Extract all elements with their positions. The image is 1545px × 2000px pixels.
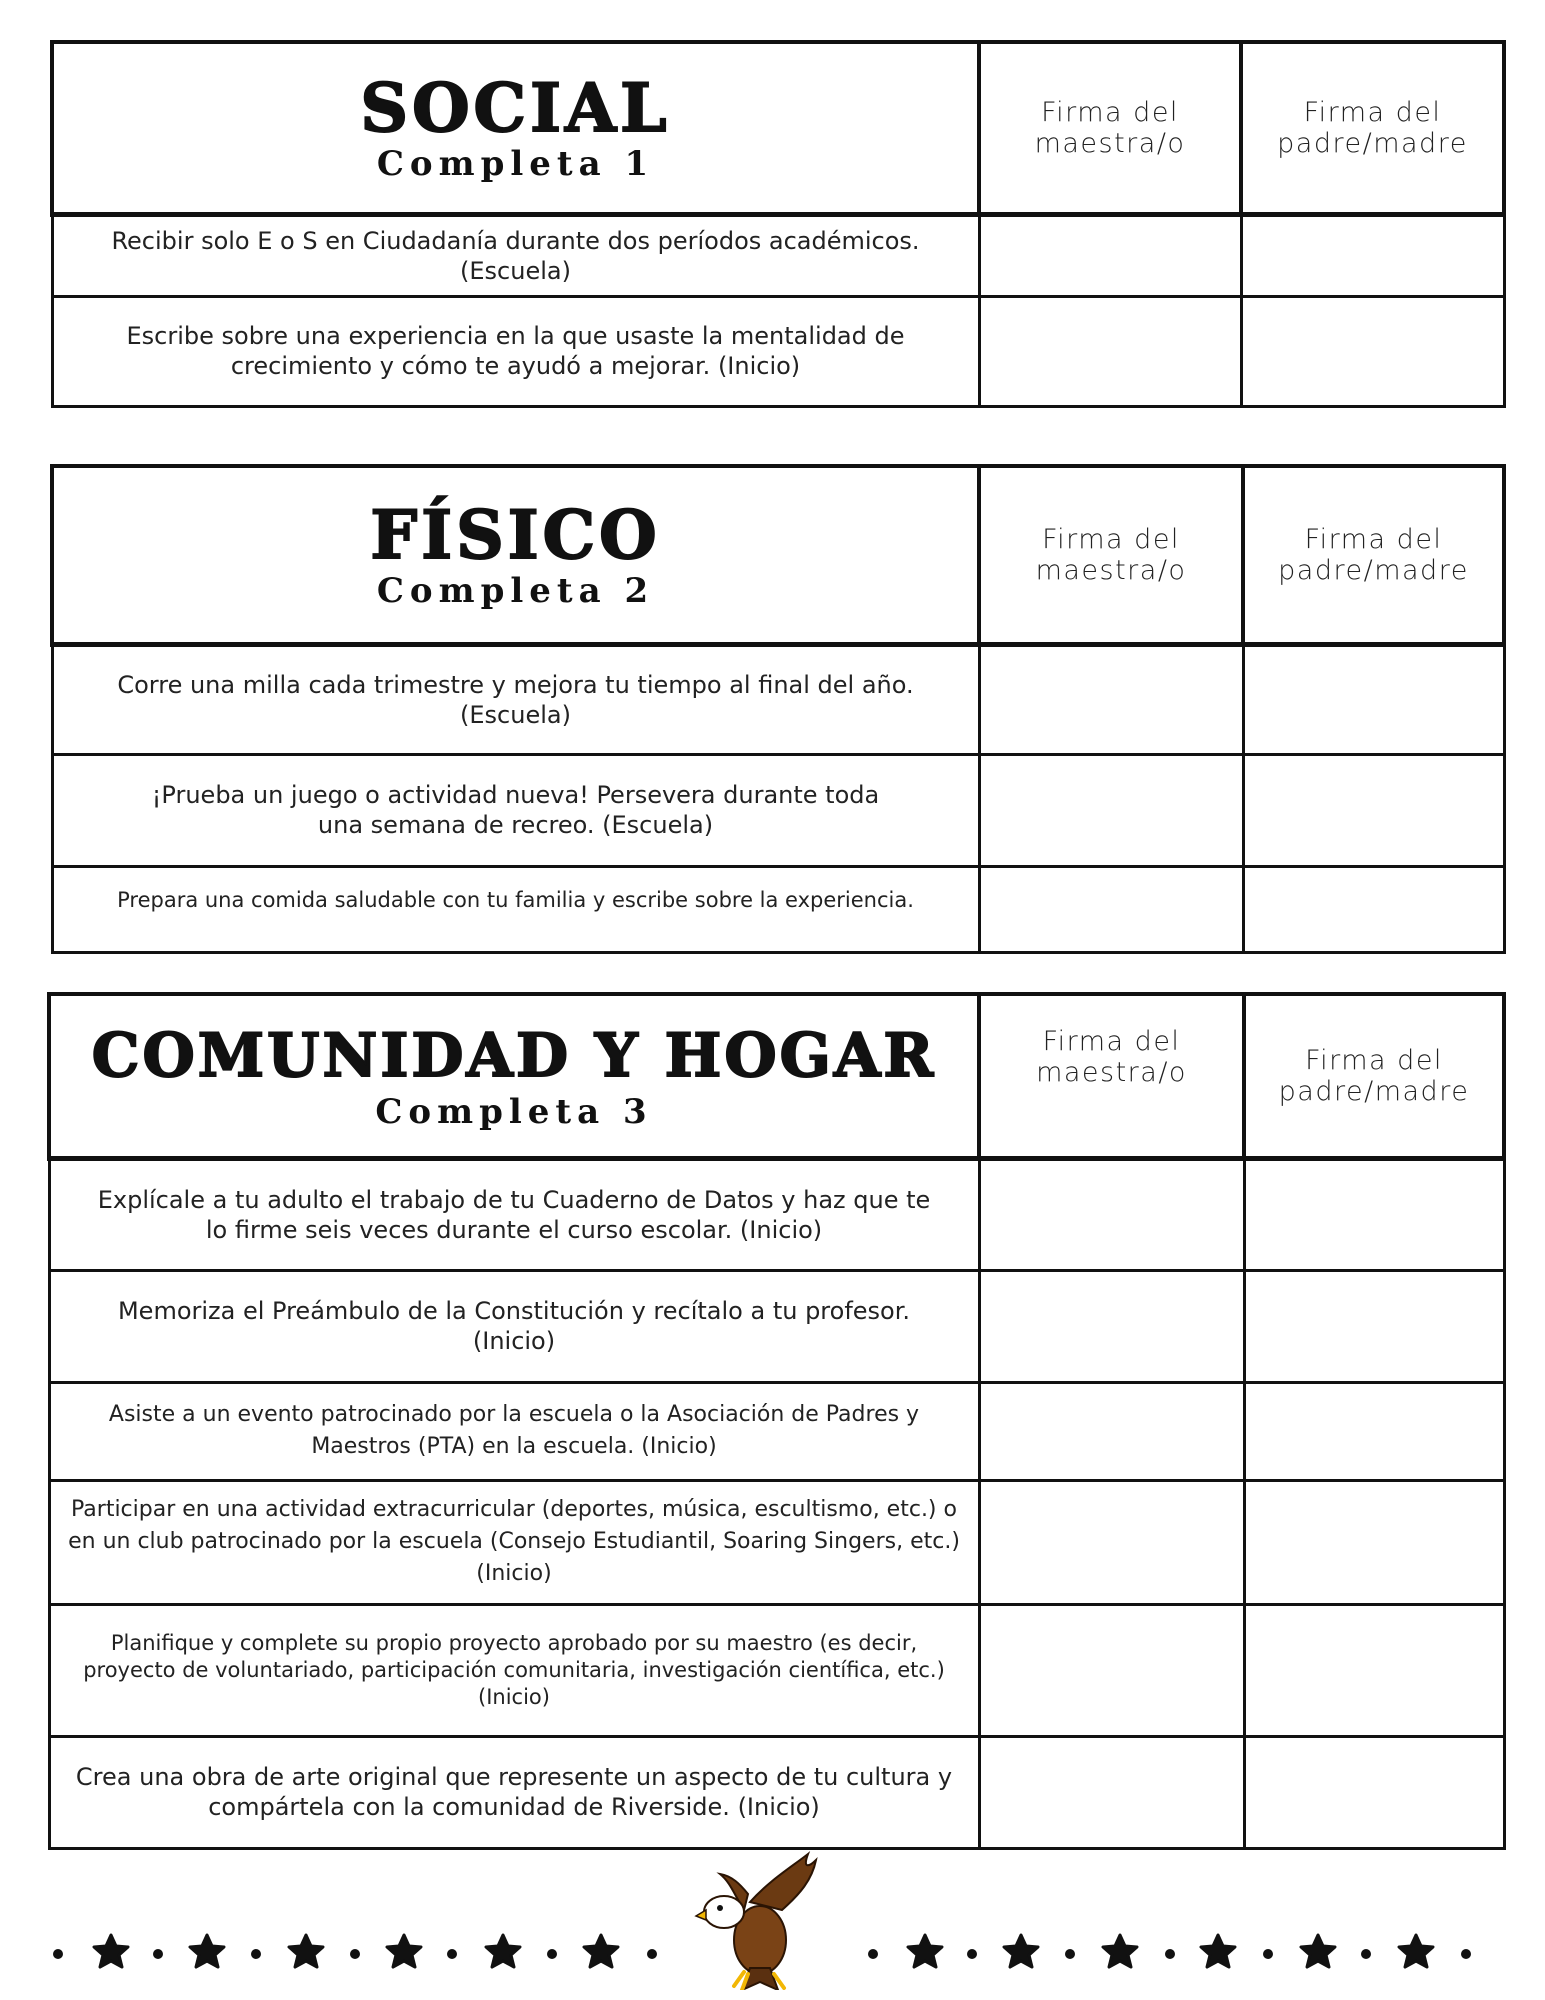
section-title: COMUNIDAD Y HOGAR xyxy=(91,1020,937,1091)
teacher-signature-header: Firma del maestra/o xyxy=(979,994,1244,1158)
parent-signature-box[interactable] xyxy=(1241,296,1504,406)
task-cell: Planifique y complete su propio proyecto aprobado por su maestro (es decir, proyecto de voluntariado, participación comunitaria, investigación científica, etc.) (Inicio) xyxy=(49,1604,979,1736)
dot-icon xyxy=(868,1949,878,1959)
section-fisico xyxy=(50,464,1506,954)
section-header xyxy=(52,466,979,644)
table-row xyxy=(49,1158,1504,1270)
right-stars-row xyxy=(868,1935,1471,1967)
task-cell: Prepara una comida saludable con tu familia y escribe sobre la experiencia. xyxy=(52,866,979,952)
star-icon xyxy=(486,1935,520,1967)
teacher-signature-box[interactable] xyxy=(979,644,1243,754)
dot-icon xyxy=(967,1949,977,1959)
parent-signature-box[interactable] xyxy=(1244,1480,1504,1604)
section-title: FÍSICO xyxy=(370,495,661,574)
section-title: SOCIAL xyxy=(360,68,671,147)
star-icon xyxy=(908,1935,942,1967)
left-stars-row xyxy=(53,1935,657,1967)
star-icon xyxy=(1201,1935,1235,1967)
table-row xyxy=(49,1270,1504,1382)
teacher-signature-header: Firma del maestra/o xyxy=(979,42,1241,214)
teacher-signature-box[interactable] xyxy=(979,1270,1244,1382)
footer-decoration xyxy=(0,1840,1545,1990)
table-row xyxy=(49,1480,1504,1604)
table-row xyxy=(52,754,1504,866)
teacher-signature-header: Firma del maestra/o xyxy=(979,466,1243,644)
parent-signature-box[interactable] xyxy=(1243,644,1504,754)
star-icon xyxy=(1004,1935,1038,1967)
parent-signature-box[interactable] xyxy=(1244,1158,1504,1270)
teacher-signature-box[interactable] xyxy=(979,1480,1244,1604)
parent-signature-box[interactable] xyxy=(1244,1736,1504,1848)
parent-signature-box[interactable] xyxy=(1244,1604,1504,1736)
dot-icon xyxy=(1361,1949,1371,1959)
eagle-icon xyxy=(696,1854,816,1990)
teacher-signature-box[interactable] xyxy=(979,1158,1244,1270)
teacher-signature-box[interactable] xyxy=(979,1736,1244,1848)
task-cell: Recibir solo E o S en Ciudadanía durante dos períodos académicos. (Escuela) xyxy=(52,214,979,296)
dot-icon xyxy=(251,1949,261,1959)
task-cell: Memoriza el Preámbulo de la Constitución y recítalo a tu profesor. (Inicio) xyxy=(49,1270,979,1382)
task-cell: Corre una milla cada trimestre y mejora tu tiempo al final del año. (Escuela) xyxy=(52,644,979,754)
section-social xyxy=(50,40,1506,408)
dot-icon xyxy=(547,1949,557,1959)
table-row xyxy=(52,214,1504,296)
task-cell: Explícale a tu adulto el trabajo de tu Cuaderno de Datos y haz que te lo firme seis veces durante el curso escolar. (Inicio) xyxy=(49,1158,979,1270)
dot-icon xyxy=(1461,1949,1471,1959)
section-header xyxy=(49,994,979,1158)
section-comunidad-hogar xyxy=(47,992,1506,1850)
teacher-signature-box[interactable] xyxy=(979,754,1243,866)
dot-icon xyxy=(1263,1949,1273,1959)
teacher-signature-box[interactable] xyxy=(979,1382,1244,1480)
dot-icon xyxy=(153,1949,163,1959)
task-cell: Escribe sobre una experiencia en la que usaste la mentalidad de crecimiento y cómo te ayudó a mejorar. (Inicio) xyxy=(52,296,979,406)
section-subtitle: Completa 3 xyxy=(375,1091,653,1132)
section-header xyxy=(52,42,979,214)
dot-icon xyxy=(350,1949,360,1959)
parent-signature-box[interactable] xyxy=(1244,1270,1504,1382)
table-row xyxy=(52,644,1504,754)
parent-signature-box[interactable] xyxy=(1243,754,1504,866)
star-icon xyxy=(190,1935,224,1967)
parent-signature-box[interactable] xyxy=(1241,214,1504,296)
star-icon xyxy=(289,1935,323,1967)
parent-signature-box[interactable] xyxy=(1243,866,1504,952)
teacher-signature-box[interactable] xyxy=(979,214,1241,296)
star-icon xyxy=(1399,1935,1433,1967)
dot-icon xyxy=(53,1949,63,1959)
task-cell: Asiste a un evento patrocinado por la escuela o la Asociación de Padres y Maestros (PTA) en la escuela. (Inicio) xyxy=(49,1382,979,1480)
task-cell: ¡Prueba un juego o actividad nueva! Persevera durante toda una semana de recreo. (Escuela) xyxy=(52,754,979,866)
star-icon xyxy=(387,1935,421,1967)
task-cell: Participar en una actividad extracurricular (deportes, música, escultismo, etc.) o en un club patrocinado por la escuela (Consejo Estudiantil, Soaring Singers, etc.) (Inicio) xyxy=(49,1480,979,1604)
table-row xyxy=(49,1604,1504,1736)
parent-signature-header: Firma del padre/madre xyxy=(1243,466,1504,644)
teacher-signature-box[interactable] xyxy=(979,1604,1244,1736)
table-row xyxy=(49,1382,1504,1480)
star-icon xyxy=(1103,1935,1137,1967)
table-row xyxy=(52,866,1504,952)
task-cell: Crea una obra de arte original que represente un aspecto de tu cultura y compártela con la comunidad de Riverside. (Inicio) xyxy=(49,1736,979,1848)
star-icon xyxy=(584,1935,618,1967)
teacher-signature-box[interactable] xyxy=(979,296,1241,406)
table-row xyxy=(52,296,1504,406)
section-subtitle: Completa 1 xyxy=(376,143,655,184)
star-icon xyxy=(1301,1935,1335,1967)
table-row xyxy=(49,1736,1504,1848)
dot-icon xyxy=(447,1949,457,1959)
section-subtitle: Completa 2 xyxy=(376,570,655,611)
parent-signature-header: Firma del padre/madre xyxy=(1241,42,1504,214)
dot-icon xyxy=(1065,1949,1075,1959)
teacher-signature-box[interactable] xyxy=(979,866,1243,952)
parent-signature-box[interactable] xyxy=(1244,1382,1504,1480)
dot-icon xyxy=(1165,1949,1175,1959)
dot-icon xyxy=(647,1949,657,1959)
star-icon xyxy=(94,1935,128,1967)
parent-signature-header: Firma del padre/madre xyxy=(1244,994,1504,1158)
